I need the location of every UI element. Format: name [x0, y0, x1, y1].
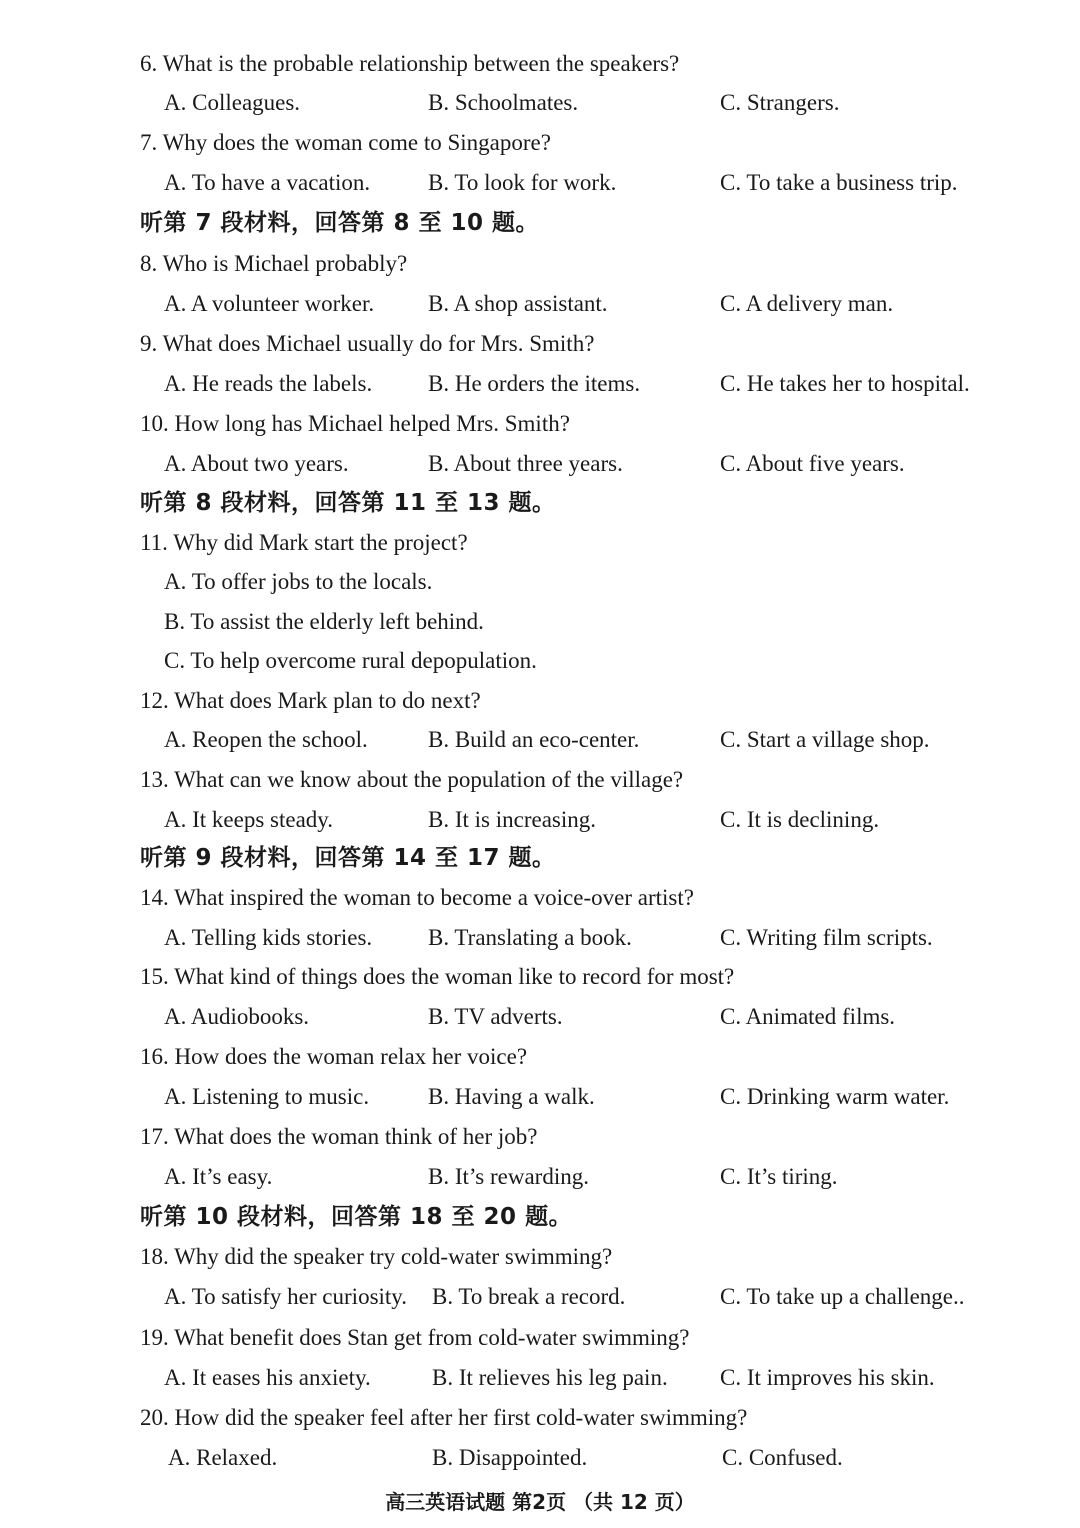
question-8	[0, 244, 1080, 284]
question-17-options	[0, 1157, 1080, 1197]
option-c: C. Strangers.	[720, 90, 840, 115]
option-c: C. To help overcome rural depopulation.	[164, 648, 537, 673]
question-18	[0, 1237, 1080, 1277]
question-13-options	[0, 800, 1080, 840]
question-7-options	[0, 163, 1080, 203]
option-c: C. It improves his skin.	[720, 1365, 935, 1390]
question-20	[0, 1398, 1080, 1438]
option-c: C. Writing film scripts.	[720, 925, 933, 950]
question-16	[0, 1037, 1080, 1077]
question-8-options	[0, 284, 1080, 324]
option-a: A. About two years.	[164, 451, 349, 476]
option-b: B. It is increasing.	[428, 807, 596, 832]
option-b: B. Disappointed.	[432, 1445, 588, 1470]
question-11-option-a	[0, 562, 1080, 602]
option-a: A. Reopen the school.	[164, 727, 368, 752]
option-b: B. TV adverts.	[428, 1004, 563, 1029]
question-text: 12. What does Mark plan to do next?	[140, 688, 481, 713]
option-a: A. Listening to music.	[164, 1084, 370, 1109]
question-19	[0, 1318, 1080, 1358]
option-b: B. Having a walk.	[428, 1084, 595, 1109]
option-c: C. Drinking warm water.	[720, 1084, 950, 1109]
section-heading-7: 听第 7 段材料，回答第 8 至 10 题。	[140, 210, 540, 236]
question-20-options	[0, 1438, 1080, 1478]
question-12	[0, 681, 1080, 721]
question-13	[0, 760, 1080, 800]
option-b: B. Schoolmates.	[428, 90, 579, 115]
question-10	[0, 404, 1080, 444]
option-a: A. He reads the labels.	[164, 371, 373, 396]
option-a: A. It keeps steady.	[164, 807, 334, 832]
question-6-options	[0, 83, 1080, 123]
option-b: B. To assist the elderly left behind.	[164, 609, 484, 634]
question-7	[0, 123, 1080, 163]
option-c: C. He takes her to hospital.	[720, 371, 970, 396]
question-11	[0, 523, 1080, 563]
option-b: B. He orders the items.	[428, 371, 641, 396]
option-b: B. A shop assistant.	[428, 291, 608, 316]
option-a: A. Audiobooks.	[164, 1004, 310, 1029]
question-17	[0, 1117, 1080, 1157]
option-b: B. About three years.	[428, 451, 623, 476]
question-19-options	[0, 1358, 1080, 1398]
option-a: A. Colleagues.	[164, 90, 301, 115]
option-c: C. To take a business trip.	[720, 170, 958, 195]
option-b: B. It relieves his leg pain.	[432, 1365, 668, 1390]
option-a: A. It’s easy.	[164, 1164, 273, 1189]
question-text: 10. How long has Michael helped Mrs. Smith?	[140, 411, 570, 436]
question-15-options	[0, 997, 1080, 1037]
option-b: B. To break a record.	[432, 1284, 626, 1309]
question-9-options	[0, 364, 1080, 404]
option-a: A. Telling kids stories.	[164, 925, 373, 950]
question-text: 6. What is the probable relationship between the speakers?	[140, 51, 680, 76]
question-text: 20. How did the speaker feel after her first cold-water swimming?	[140, 1405, 748, 1430]
option-c: C. Animated films.	[720, 1004, 896, 1029]
question-16-options	[0, 1077, 1080, 1117]
section-heading-10: 听第 10 段材料，回答第 18 至 20 题。	[140, 1204, 573, 1230]
question-text: 16. How does the woman relax her voice?	[140, 1044, 528, 1069]
section-heading-8: 听第 8 段材料，回答第 11 至 13 题。	[140, 490, 556, 516]
option-a: A. To have a vacation.	[164, 170, 371, 195]
question-9	[0, 324, 1080, 364]
question-text: 19. What benefit does Stan get from cold-water swimming?	[140, 1325, 690, 1350]
option-c: C. Start a village shop.	[720, 727, 930, 752]
question-text: 14. What inspired the woman to become a voice-over artist?	[140, 885, 694, 910]
question-11-option-c	[0, 641, 1080, 681]
question-12-options	[0, 720, 1080, 760]
question-text: 9. What does Michael usually do for Mrs. Smith?	[140, 331, 595, 356]
option-c: C. To take up a challenge..	[720, 1284, 965, 1309]
question-text: 13. What can we know about the population of the village?	[140, 767, 684, 792]
option-c: C. Confused.	[722, 1445, 843, 1470]
question-6	[0, 44, 1080, 84]
section-heading-9: 听第 9 段材料，回答第 14 至 17 题。	[140, 845, 556, 871]
question-18-options	[0, 1277, 1080, 1317]
page-footer: 高三英语试题 第2页 （共 12 页）	[385, 1490, 695, 1514]
question-10-options	[0, 444, 1080, 484]
option-c: C. It’s tiring.	[720, 1164, 838, 1189]
option-a: A. Relaxed.	[168, 1445, 278, 1470]
question-text: 8. Who is Michael probably?	[140, 251, 408, 276]
question-text: 15. What kind of things does the woman like to record for most?	[140, 964, 735, 989]
option-b: B. Translating a book.	[428, 925, 632, 950]
question-11-option-b	[0, 602, 1080, 642]
option-b: B. To look for work.	[428, 170, 617, 195]
question-15	[0, 957, 1080, 997]
question-14-options	[0, 918, 1080, 958]
question-text: 11. Why did Mark start the project?	[140, 530, 468, 555]
question-text: 17. What does the woman think of her job?	[140, 1124, 538, 1149]
option-a: A. To satisfy her curiosity.	[164, 1284, 408, 1309]
option-b: B. It’s rewarding.	[428, 1164, 589, 1189]
option-a: A. To offer jobs to the locals.	[164, 569, 433, 594]
option-c: C. It is declining.	[720, 807, 880, 832]
option-a: A. A volunteer worker.	[164, 291, 375, 316]
question-text: 18. Why did the speaker try cold-water swimming?	[140, 1244, 613, 1269]
option-c: C. About five years.	[720, 451, 905, 476]
option-c: C. A delivery man.	[720, 291, 894, 316]
question-14	[0, 878, 1080, 918]
option-b: B. Build an eco-center.	[428, 727, 640, 752]
option-a: A. It eases his anxiety.	[164, 1365, 371, 1390]
question-text: 7. Why does the woman come to Singapore?	[140, 130, 551, 155]
